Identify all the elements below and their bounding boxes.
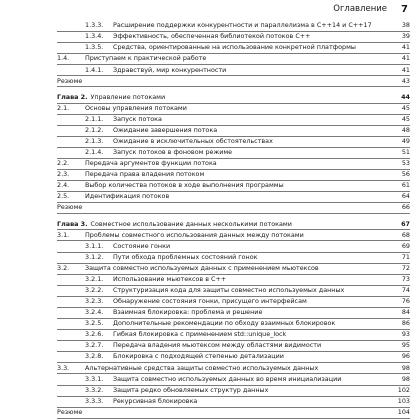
toc-entry-page: 56 xyxy=(401,170,410,179)
toc-entry[interactable] xyxy=(57,192,410,203)
toc-entry-page: 51 xyxy=(401,148,410,157)
toc-entry-page: 103 xyxy=(397,396,410,405)
toc-entry-title: Защита совместно используемых данных во время инициализации xyxy=(113,374,342,383)
toc-entry-title: Запуск потоков в фоновом режиме xyxy=(113,148,233,157)
toc-entry-number: 1.3.5. xyxy=(85,43,104,52)
toc-entry-title: Средства, ориентированные на использование конкретной платформы xyxy=(113,43,356,52)
toc-entry[interactable] xyxy=(57,21,410,32)
toc-entry[interactable] xyxy=(57,397,410,408)
toc-entry-page: 41 xyxy=(401,43,410,52)
toc-entry-title: Обнаружение состояния гонки, присущего интерфейсам xyxy=(113,297,307,306)
running-title: Оглавление xyxy=(333,4,388,14)
toc-entry-number: 3.1. xyxy=(57,230,70,239)
toc-entry-page: 74 xyxy=(401,285,410,294)
toc-entry-number: Глава 2. xyxy=(57,92,88,101)
toc-entry-page: 38 xyxy=(401,21,410,30)
toc-entry-page: 68 xyxy=(401,230,410,239)
toc-entry-title: Альтернативные средства защиты совместно используемых данных xyxy=(85,363,319,372)
toc-entry[interactable] xyxy=(57,65,410,76)
running-header xyxy=(333,0,408,18)
toc-entry-number: 2.1.4. xyxy=(85,148,104,157)
toc-entry-number: 3.3.3. xyxy=(85,396,104,405)
toc-entry[interactable] xyxy=(57,297,410,308)
toc-entry-number: 2.1.1. xyxy=(85,114,104,123)
toc-entry-page: 93 xyxy=(401,330,410,339)
toc-chapter-entry[interactable] xyxy=(57,219,410,230)
toc-entry[interactable] xyxy=(57,253,410,264)
toc-chapter-entry[interactable] xyxy=(57,92,410,103)
toc-entry-number: 3.2.5. xyxy=(85,319,104,328)
toc-entry-title: Передача владения мьютексом между областями видимости xyxy=(113,341,322,350)
toc-entry-number: 1.4. xyxy=(57,54,70,63)
toc-entry-page: 86 xyxy=(401,319,410,328)
toc-entry[interactable] xyxy=(57,181,410,192)
toc-entry-page: 41 xyxy=(401,65,410,74)
toc-entry-page: 98 xyxy=(401,374,410,383)
toc-entry-title: Эффективность, обеспеченная библиотекой потоков C++ xyxy=(113,32,311,41)
toc-entry-title: Здравствуй, мир конкурентности xyxy=(113,65,227,74)
table-of-contents xyxy=(57,21,410,419)
toc-entry-number: 3.3.1. xyxy=(85,374,104,383)
toc-entry-page: 67 xyxy=(401,219,410,228)
toc-entry-page: 69 xyxy=(401,241,410,250)
toc-entry-page: 96 xyxy=(401,352,410,361)
toc-entry-page: 61 xyxy=(401,181,410,190)
toc-entry-title: Основы управления потоками xyxy=(85,103,187,112)
toc-entry-number: 3.3.2. xyxy=(85,385,104,394)
toc-entry-page: 73 xyxy=(401,274,410,283)
toc-entry-title: Приступаем к практической работе xyxy=(85,54,207,63)
toc-entry[interactable] xyxy=(57,341,410,352)
toc-entry-page: 45 xyxy=(401,103,410,112)
toc-entry[interactable] xyxy=(57,137,410,148)
toc-entry-title: Рекурсивная блокировка xyxy=(113,396,198,405)
toc-entry-title: Пути обхода проблемных состояний гонок xyxy=(113,252,258,261)
toc-entry-page: 98 xyxy=(401,363,410,372)
toc-entry-title: Ожидание в исключительных обстоятельствах xyxy=(113,136,273,145)
toc-entry[interactable] xyxy=(57,374,410,385)
toc-entry-number: 1.3.3. xyxy=(85,21,104,30)
toc-entry[interactable] xyxy=(57,319,410,330)
toc-entry-title: Управление потоками xyxy=(90,92,166,101)
toc-entry[interactable] xyxy=(57,104,410,115)
toc-entry-page: 49 xyxy=(401,136,410,145)
toc-entry-title: Структуризация кода для защиты совместно используемых данных xyxy=(113,285,345,294)
toc-entry[interactable] xyxy=(57,43,410,54)
toc-entry-title: Передача права владения потоком xyxy=(85,170,205,179)
toc-entry-number: 3.2. xyxy=(57,263,70,272)
toc-entry-title: Расширение поддержки конкурентности и параллелизма в C++14 и C++17 xyxy=(113,21,372,30)
toc-entry[interactable] xyxy=(57,352,410,363)
toc-entry[interactable] xyxy=(57,54,410,65)
toc-entry-title: Дополнительные рекомендации по обходу взаимных блокировок xyxy=(113,319,336,328)
toc-entry[interactable] xyxy=(57,275,410,286)
toc-entry-page: 66 xyxy=(401,203,410,212)
toc-entry-number: 3.2.1. xyxy=(85,274,104,283)
toc-entry-page: 43 xyxy=(401,76,410,85)
toc-entry[interactable] xyxy=(57,76,410,87)
toc-entry-title: Использование мьютексов в C++ xyxy=(113,274,227,283)
toc-entry-number: 1.4.1. xyxy=(85,65,104,74)
toc-entry-title: Совместное использование данных несколькими потоками xyxy=(90,219,292,228)
toc-entry-page: 72 xyxy=(401,263,410,272)
toc-entry[interactable] xyxy=(57,286,410,297)
toc-entry-page: 104 xyxy=(397,407,410,416)
toc-entry-number: 3.2.7. xyxy=(85,341,104,350)
toc-entry-number: 3.2.2. xyxy=(85,285,104,294)
toc-entry-page: 44 xyxy=(401,92,410,101)
toc-entry-title: Взаимная блокировка: проблема и решение xyxy=(113,308,263,317)
toc-entry-title: Гибкая блокировка с применением std::unique_lock xyxy=(113,330,287,339)
toc-entry[interactable] xyxy=(57,126,410,137)
toc-entry-title: Передача аргументов функции потока xyxy=(85,159,217,168)
toc-entry-title: Резюме xyxy=(57,76,83,85)
toc-entry-number: 3.2.6. xyxy=(85,330,104,339)
page-number: 7 xyxy=(401,3,408,15)
toc-entry-number: 3.1.1. xyxy=(85,241,104,250)
toc-entry-title: Состояние гонки xyxy=(113,241,171,250)
toc-entry-number: 2.1. xyxy=(57,103,70,112)
toc-entry[interactable] xyxy=(57,264,410,275)
toc-entry-number: 2.1.3. xyxy=(85,136,104,145)
toc-entry-page: 64 xyxy=(401,192,410,201)
toc-entry-page: 84 xyxy=(401,308,410,317)
toc-entry-title: Блокировка с подходящей степенью детализации xyxy=(113,352,284,361)
toc-entry[interactable] xyxy=(57,148,410,159)
toc-entry-number: 3.2.8. xyxy=(85,352,104,361)
toc-entry-title: Резюме xyxy=(57,407,83,416)
toc-entry[interactable] xyxy=(57,241,410,252)
toc-entry[interactable] xyxy=(57,115,410,126)
toc-entry-title: Ожидание завершения потока xyxy=(113,125,218,134)
toc-entry-number: 3.2.4. xyxy=(85,308,104,317)
toc-entry[interactable] xyxy=(57,170,410,181)
toc-entry-title: Идентификация потоков xyxy=(85,192,170,201)
toc-entry[interactable] xyxy=(57,230,410,241)
toc-entry[interactable] xyxy=(57,32,410,43)
toc-entry-number: 1.3.4. xyxy=(85,32,104,41)
toc-entry-page: 76 xyxy=(401,297,410,306)
toc-entry-number: 2.5. xyxy=(57,192,70,201)
toc-entry-page: 102 xyxy=(397,385,410,394)
toc-entry[interactable] xyxy=(57,159,410,170)
toc-entry-page: 53 xyxy=(401,159,410,168)
toc-entry-title: Защита редко обновляемых структур данных xyxy=(113,385,269,394)
toc-entry-page: 71 xyxy=(401,252,410,261)
toc-entry-title: Проблемы совместного использования данных между потоками xyxy=(85,230,304,239)
toc-entry-title: Защита совместно используемых данных с применением мьютексов xyxy=(85,263,319,272)
toc-entry-title: Выбор количества потоков в ходе выполнения программы xyxy=(85,181,284,190)
toc-entry[interactable] xyxy=(57,363,410,374)
toc-entry-title: Резюме xyxy=(57,203,83,212)
toc-entry-number: 2.2. xyxy=(57,159,70,168)
toc-entry-page: 95 xyxy=(401,341,410,350)
toc-entry[interactable] xyxy=(57,203,410,214)
toc-entry-page: 39 xyxy=(401,32,410,41)
toc-entry[interactable] xyxy=(57,330,410,341)
toc-entry-number: 3.2.3. xyxy=(85,297,104,306)
toc-entry-number: 3.1.2. xyxy=(85,252,104,261)
toc-entry-page: 48 xyxy=(401,125,410,134)
toc-entry-number: 2.4. xyxy=(57,181,70,190)
toc-entry[interactable] xyxy=(57,408,410,419)
toc-entry[interactable] xyxy=(57,386,410,397)
toc-entry[interactable] xyxy=(57,308,410,319)
toc-entry-number: 2.1.2. xyxy=(85,125,104,134)
toc-entry-number: Глава 3. xyxy=(57,219,88,228)
toc-entry-page: 41 xyxy=(401,54,410,63)
toc-entry-number: 2.3. xyxy=(57,170,70,179)
toc-entry-page: 45 xyxy=(401,114,410,123)
toc-entry-title: Запуск потока xyxy=(113,114,162,123)
toc-entry-number: 3.3. xyxy=(57,363,70,372)
